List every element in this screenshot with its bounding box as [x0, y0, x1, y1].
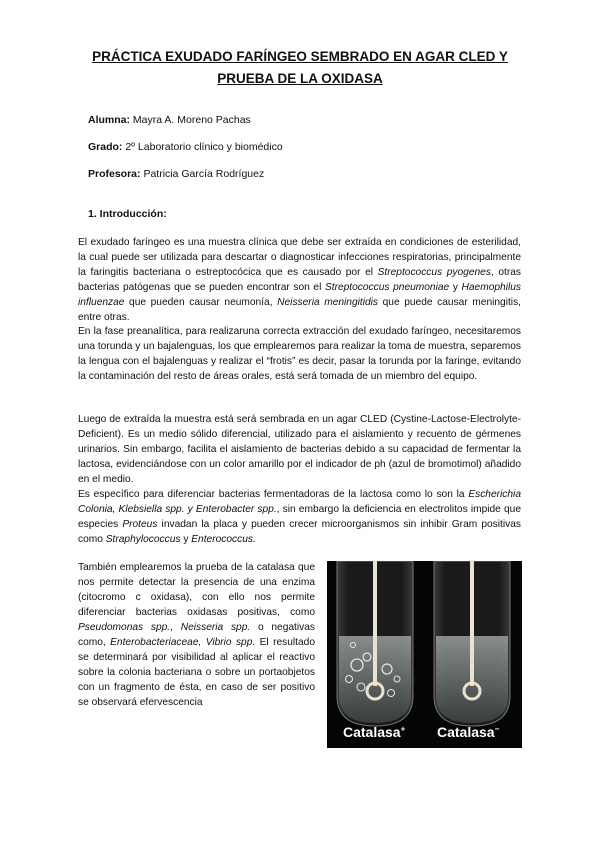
- p4-text-1: Es específico para diferenciar bacterias fermentadoras de la lactosa como lo son la: [78, 489, 469, 500]
- p5-text-3: o negativas como,: [78, 622, 315, 648]
- student-line: [88, 114, 251, 126]
- p1-text-4: que pueden causar neumonía,: [124, 297, 278, 308]
- p4-italic-4: Enterococcus.: [191, 534, 256, 545]
- p4-text-3: invadan la placa y pueden crecer microorganismos sin inhibir Gram positivas como: [78, 519, 521, 545]
- caption-negative: [437, 724, 499, 740]
- p1-text-2: , otras bacterias patógenas que se pueden encontrar son el: [78, 267, 521, 293]
- caption-negative-sign: −: [494, 724, 500, 734]
- teacher-value: Patricia García Rodríguez: [143, 168, 265, 180]
- grade-line: [88, 141, 283, 153]
- p5-italic-1: Pseudomonas spp.: [78, 622, 171, 633]
- intro-paragraph-4: [78, 487, 521, 547]
- p5-italic-3: Enterobacteriaceae, Vibrio spp.: [110, 637, 256, 648]
- p5-italic-2: Neisseria spp.: [180, 622, 251, 633]
- caption-positive: [343, 724, 405, 740]
- p1-italic-2: Streptococcus pneumoniae: [324, 282, 450, 293]
- tube-negative: [434, 561, 510, 726]
- p1-italic-3: Haemophilus influenzae: [78, 282, 521, 308]
- caption-negative-text: Catalasa: [437, 724, 495, 740]
- p4-italic-3: Straphylococcus: [105, 534, 181, 545]
- student-value: Mayra A. Moreno Pachas: [132, 114, 251, 126]
- p1-text-5: que puede causar meningitis, entre otras.: [78, 297, 521, 323]
- p1-italic-1: Streptococcus pyogenes: [377, 267, 491, 278]
- grade-label: Grado:: [88, 141, 123, 153]
- p4-text-2: , sin embargo la deficiencia en electrolitos impide que especies: [78, 504, 521, 530]
- p5-text-4: El resultado se determinará por visibilidad al aplicar el reactivo sobre la colonia bacteriana o sobre un portaobjetos con un fragmento de ésta, en caso de ser positivo se observará efervescencia: [78, 637, 315, 708]
- p4-italic-2: Proteus: [122, 519, 158, 530]
- caption-positive-text: Catalasa: [343, 724, 401, 740]
- section-heading: 1. Introducción:: [88, 208, 167, 220]
- document-title: [60, 46, 540, 90]
- catalase-paragraph: [78, 560, 315, 710]
- student-label: Alumna:: [88, 114, 130, 126]
- intro-paragraph-2: En la fase preanalítica, para realizaruna correcta extracción del exudado faríngeo, necesitaremos una torunda y un bajalenguas, los que emplearemos para realizar la toma de muestra, separemos la lengua con el bajalenguas y realizar el “frotis” es decir, pasar la torunda por la faringe, evitando la contaminación del resto de áreas orales, está será tomada de un miembro del equipo.: [78, 326, 521, 382]
- teacher-line: [88, 168, 264, 180]
- p4-italic-1: Escherichia Colonia, Klebsiella spp. y Enterobacter spp.: [78, 489, 521, 515]
- catalase-test-image: [327, 561, 522, 748]
- test-tubes-illustration: [327, 561, 522, 748]
- p5-text-1: También emplearemos la prueba de la catalasa que nos permite detectar la presencia de una enzima (citocromo c oxidasa), con ello nos permite diferenciar bacterias oxidasas positivas, como: [78, 562, 315, 618]
- title-line-1: PRÁCTICA EXUDADO FARÍNGEO SEMBRADO EN AGAR CLED Y: [92, 49, 508, 64]
- caption-positive-sign: +: [400, 724, 406, 734]
- teacher-label: Profesora:: [88, 168, 141, 180]
- intro-paragraph-1: [78, 235, 521, 325]
- intro-paragraph-3: Luego de extraída la muestra está será sembrada en un agar CLED (Cystine-Lactose-Electrolyte-Deficient). Es un medio sólido diferencial, utilizado para el aislamiento y recuento de gérmenes urinarios. Sin embargo, facilita el aislamiento de bacterias debido a su capacidad de fermentar la lactosa, evidenciándose con un color amarillo por el indicador de ph (azul de bromotimol) añadido en el medio.: [78, 414, 521, 485]
- p1-text-1: El exudado faríngeo es una muestra clínica que debe ser extraída en condiciones de esterilidad, la cual puede ser utilizada para descartar o diagnosticar infecciones respiratorias, principalmente la faringitis bacteriana o estreptocócica que es causado por el: [78, 237, 521, 278]
- p5-text-2: ,: [170, 622, 181, 633]
- p1-italic-4: Neisseria meningitidis: [277, 297, 379, 308]
- p4-text-4: y: [180, 534, 192, 545]
- grade-value: 2º Laboratorio clínico y biomédico: [125, 141, 283, 153]
- tube-positive: [337, 561, 413, 726]
- p1-text-3: y: [449, 282, 462, 293]
- title-line-2: PRUEBA DE LA OXIDASA: [217, 71, 383, 86]
